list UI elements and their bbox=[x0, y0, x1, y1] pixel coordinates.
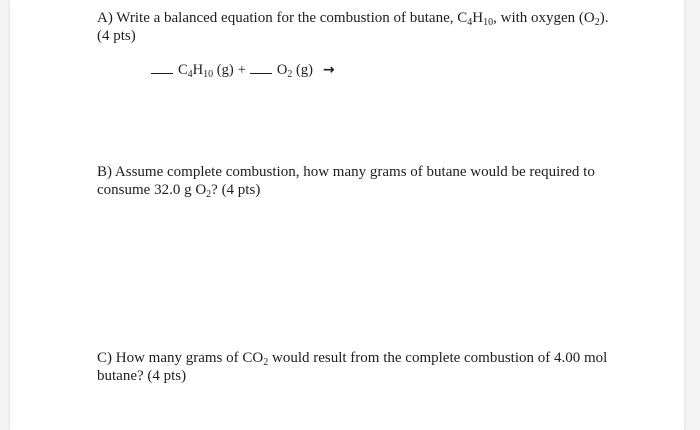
unbalanced-equation bbox=[151, 62, 335, 79]
question-b bbox=[97, 163, 595, 199]
reaction-arrow-icon: → bbox=[322, 62, 335, 78]
coefficient-blank-oxygen[interactable] bbox=[250, 72, 272, 74]
question-c-line1: C) How many grams of $CO_2$ would result from the complete combustion of 4.00 mol bbox=[97, 350, 608, 368]
question-a-points: (4 pts) bbox=[97, 28, 136, 44]
coefficient-blank-butane[interactable] bbox=[151, 72, 173, 74]
question-c-line2: butane? (4 pts) bbox=[97, 368, 187, 384]
question-b-line2: consume 32.0 g $O_2$? (4 pts) bbox=[97, 182, 261, 200]
question-a-line1: A) Write a balanced equation for the combustion of butane, $C_4H_{10}$, with oxygen $(O_2)$. bbox=[97, 10, 609, 28]
oxygen-formula: $O_2$ (g) bbox=[276, 62, 313, 80]
question-b-line1: B) Assume complete combustion, how many grams of butane would be required to bbox=[97, 164, 595, 180]
plus-sign: + bbox=[237, 62, 246, 78]
worksheet-page bbox=[10, 0, 684, 430]
question-a bbox=[97, 9, 609, 45]
question-c bbox=[97, 349, 607, 385]
butane-formula: $C_4H_{10}$ (g) bbox=[178, 62, 234, 80]
